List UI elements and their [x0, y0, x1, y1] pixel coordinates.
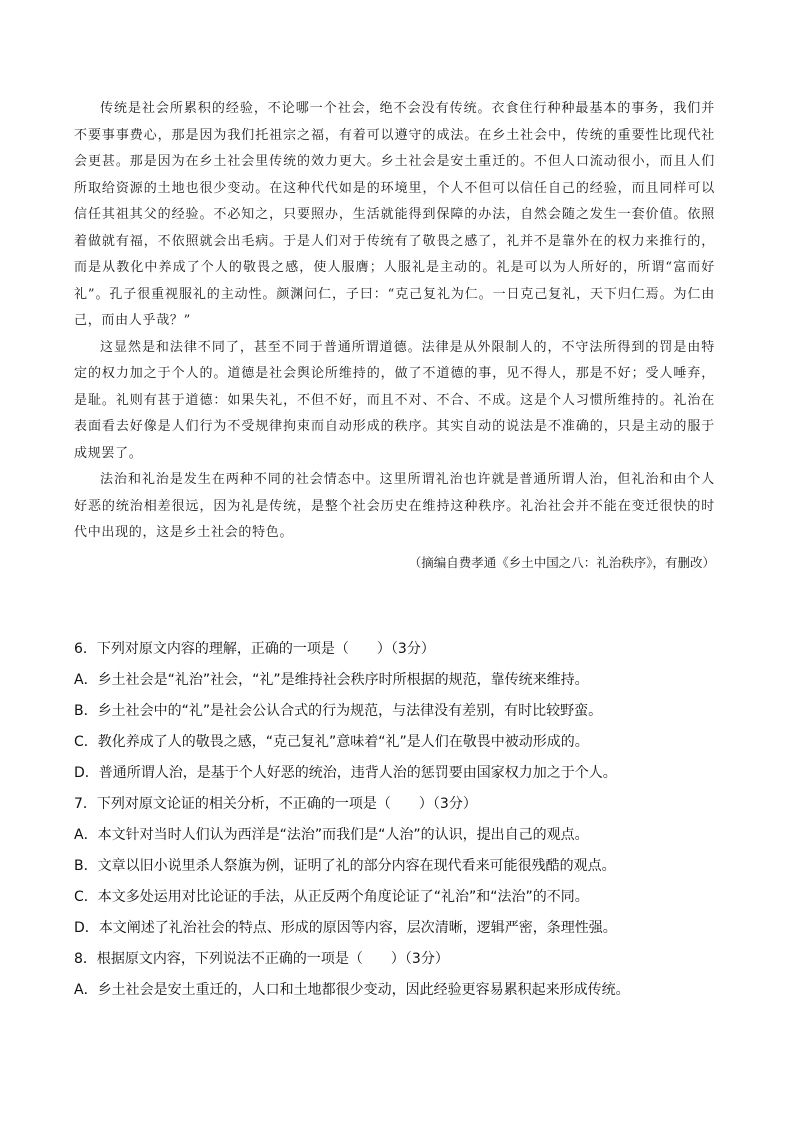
passage-paragraph-1: 传统是社会所累积的经验，不论哪一个社会，绝不会没有传统。衣食住行种种最基本的事务，我们并不要事事费心，那是因为我们托祖宗之福，有着可以遵守的成法。在乡土社会中，传统的重要性比现代社会更甚。那是因为在乡土社会里传统的效力更大。乡土社会是安土重迁的。不但人口流动很小，而且人们所取给资源的土地也很少变动。在这种代代如是的环境里，个人不但可以信任自己的经验，而且同样可以信任其祖其父的经验。不必知之，只要照办，生活就能得到保障的办法，自然会随之发生一套价值。依照着做就有福，不依照就会出毛病。于是人们对于传统有了敬畏之感了，礼并不是靠外在的权力来推行的，而是从教化中养成了个人的敬畏之感，使人服膺；人服礼是主动的。礼是可以为人所好的，所谓“富而好礼”。孔子很重视服礼的主动性。颜渊问仁，子曰：“克己复礼为仁。一日克己复礼，天下归仁焉。为仁由己，而由人乎哉？”: [74, 101, 715, 328]
passage-paragraph-2: 这显然是和法律不同了，甚至不同于普通所谓道德。法律是从外限制人的，不守法所得到的罚是由特定的权力加之于个人的。道德是社会舆论所维持的，做了不道德的事，见不得人，那是不好；受人唾弃，是耻。礼则有甚于道德：如果失礼，不但不好，而且不对、不合、不成。这是个人习惯所维持的。礼治在表面看去好像是人们行为不受规律拘束而自动形成的秩序。其实自动的说法是不准确的，只是主动的服于成规罢了。: [74, 339, 715, 461]
question-7-option-d: D．本文阐述了礼治社会的特点、形成的原因等内容，层次清晰，逻辑严密，条理性强。: [74, 920, 617, 936]
question-6-option-a: A．乡土社会是“礼治”社会，“礼”是维持社会秩序时所根据的规范，靠传统来维持。: [74, 672, 589, 688]
passage-source-citation: （摘编自费孝通《乡土中国之八：礼治秩序》，有删改）: [408, 554, 715, 570]
question-6-option-b: B．乡土社会中的“礼”是社会公认合式的行为规范，与法律没有差别，有时比较野蛮。: [74, 703, 603, 719]
question-6-option-d: D．普通所谓人治，是基于个人好恶的统治，违背人治的惩罚要由国家权力加之于个人。: [74, 765, 617, 781]
question-7-option-b: B．文章以旧小说里杀人祭旗为例，证明了礼的部分内容在现代看来可能很残酷的观点。: [74, 858, 616, 874]
question-8-option-a: A．乡土社会是安土重迁的，人口和土地都很少变动，因此经验更容易累积起来形成传统。: [74, 982, 630, 998]
question-7-option-a: A．本文针对当时人们认为西洋是“法治”而我们是“人治”的认识，提出自己的观点。: [74, 827, 589, 843]
question-7-stem: 7．下列对原文论证的相关分析，不正确的一项是（ ）（3分）: [74, 796, 477, 812]
question-list: [74, 634, 724, 1006]
question-7-option-c: C．本文多处运用对比论证的手法，从正反两个角度论证了“礼治”和“法治”的不同。: [74, 889, 589, 905]
question-6-stem: 6．下列对原文内容的理解，正确的一项是（ ）（3分）: [74, 641, 435, 657]
passage-paragraph-3: 法治和礼治是发生在两种不同的社会情态中。这里所谓礼治也许就是普通所谓人治，但礼治和由个人好恶的统治相差很远，因为礼是传统，是整个社会历史在维持这种秩序。礼治社会并不能在变迁很快的时代中出现的，这是乡土社会的特色。: [74, 472, 715, 540]
reading-passage: [74, 96, 715, 575]
question-8-stem: 8．根据原文内容，下列说法不正确的一项是（ ）（3分）: [74, 951, 449, 967]
question-6-option-c: C．教化养成了人的敬畏之感，“克己复礼”意味着“礼”是人们在敬畏中被动形成的。: [74, 734, 589, 750]
